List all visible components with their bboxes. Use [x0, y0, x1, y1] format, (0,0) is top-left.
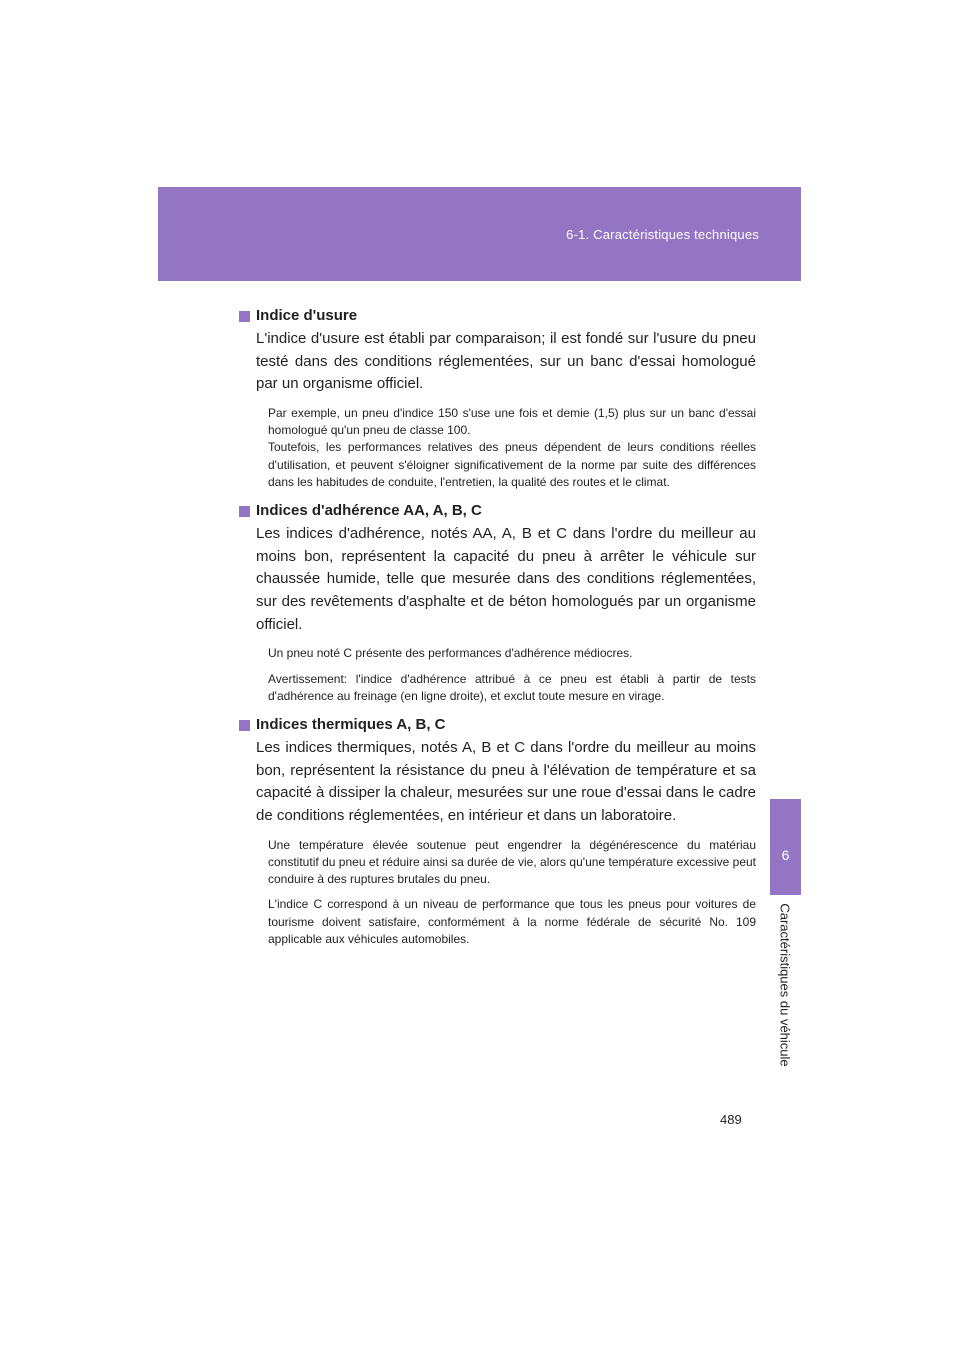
section-note: Toutefois, les performances relatives des pneus dépendent de leurs conditions réelles d'utilisation, et peuvent s'éloigner significativement de la norme par suite des différences dans les habitudes de conduite, l'entretien, la qualité des routes et le climat. [268, 440, 756, 489]
section-heading-text: Indice d'usure [256, 307, 358, 324]
section-heading [239, 501, 756, 521]
square-bullet-icon [239, 506, 250, 517]
section-heading [239, 306, 756, 326]
section-note: Un pneu noté C présente des performances d'adhérence médiocres. [268, 646, 633, 661]
section-heading-text: Indices d'adhérence AA, A, B, C [256, 502, 482, 520]
section-body: L'indice d'usure est établi par comparaison; il est fondé sur l'usure du pneu testé dans des conditions réglementées, sur un banc d'essai homologué par un organisme officiel. [256, 330, 756, 393]
chapter-number: 6 [781, 847, 790, 863]
section-note: Une température élevée soutenue peut engendrer la dégénérescence du matériau constitutif du pneu et réduire ainsi sa durée de vie, alors qu'une température excessive peut conduire à des ruptures brutales du pneu. [268, 837, 756, 887]
square-bullet-icon [239, 311, 250, 322]
section-note: Avertissement: l'indice d'adhérence attribué à ce pneu est établi à partir de tests d'adhérence au freinage (en ligne droite), et exclut toute mesure en virage. [268, 671, 756, 703]
square-bullet-icon [239, 720, 250, 731]
section-heading-text: Indices thermiques A, B, C [256, 716, 446, 734]
section-body: Les indices d'adhérence, notés AA, A, B et C dans l'ordre du meilleur au moins bon, représentent la capacité du pneu à arrêter le véhicule sur chaussée humide, telle que mesurée dans des conditions réglementées, sur des revêtements d'asphalte et de béton homologués par un organisme officiel. [256, 525, 756, 633]
chapter-tab [770, 799, 801, 895]
page-number: 489 [720, 1112, 742, 1127]
section-wear-index [239, 306, 756, 491]
section-body: Les indices thermiques, notés A, B et C dans l'ordre du meilleur au moins bon, représentent la résistance du pneu à l'élévation de température et sa capacité à dissiper la chaleur, mesurées sur une roue d'essai dans le cadre de conditions réglementées, en intérieur et dans un laboratoire. [256, 739, 756, 824]
section-note: L'indice C correspond à un niveau de performance que tous les pneus pour voitures de tourisme doivent satisfaire, conformément à la norme fédérale de sécurité No. 109 applicable aux véhicules automobiles. [268, 897, 756, 946]
section-heading [239, 715, 756, 735]
section-header-band [158, 187, 801, 281]
section-traction-index [239, 501, 756, 705]
section-title: 6-1. Caractéristiques techniques [566, 227, 759, 242]
page-content [239, 306, 756, 958]
section-temperature-index [239, 715, 756, 948]
section-note: Par exemple, un pneu d'indice 150 s'use une fois et demie (1,5) plus sur un banc d'essai homologué qu'un pneu de classe 100. [268, 405, 756, 438]
chapter-label: Caractéristiques du véhicule [777, 903, 793, 1067]
